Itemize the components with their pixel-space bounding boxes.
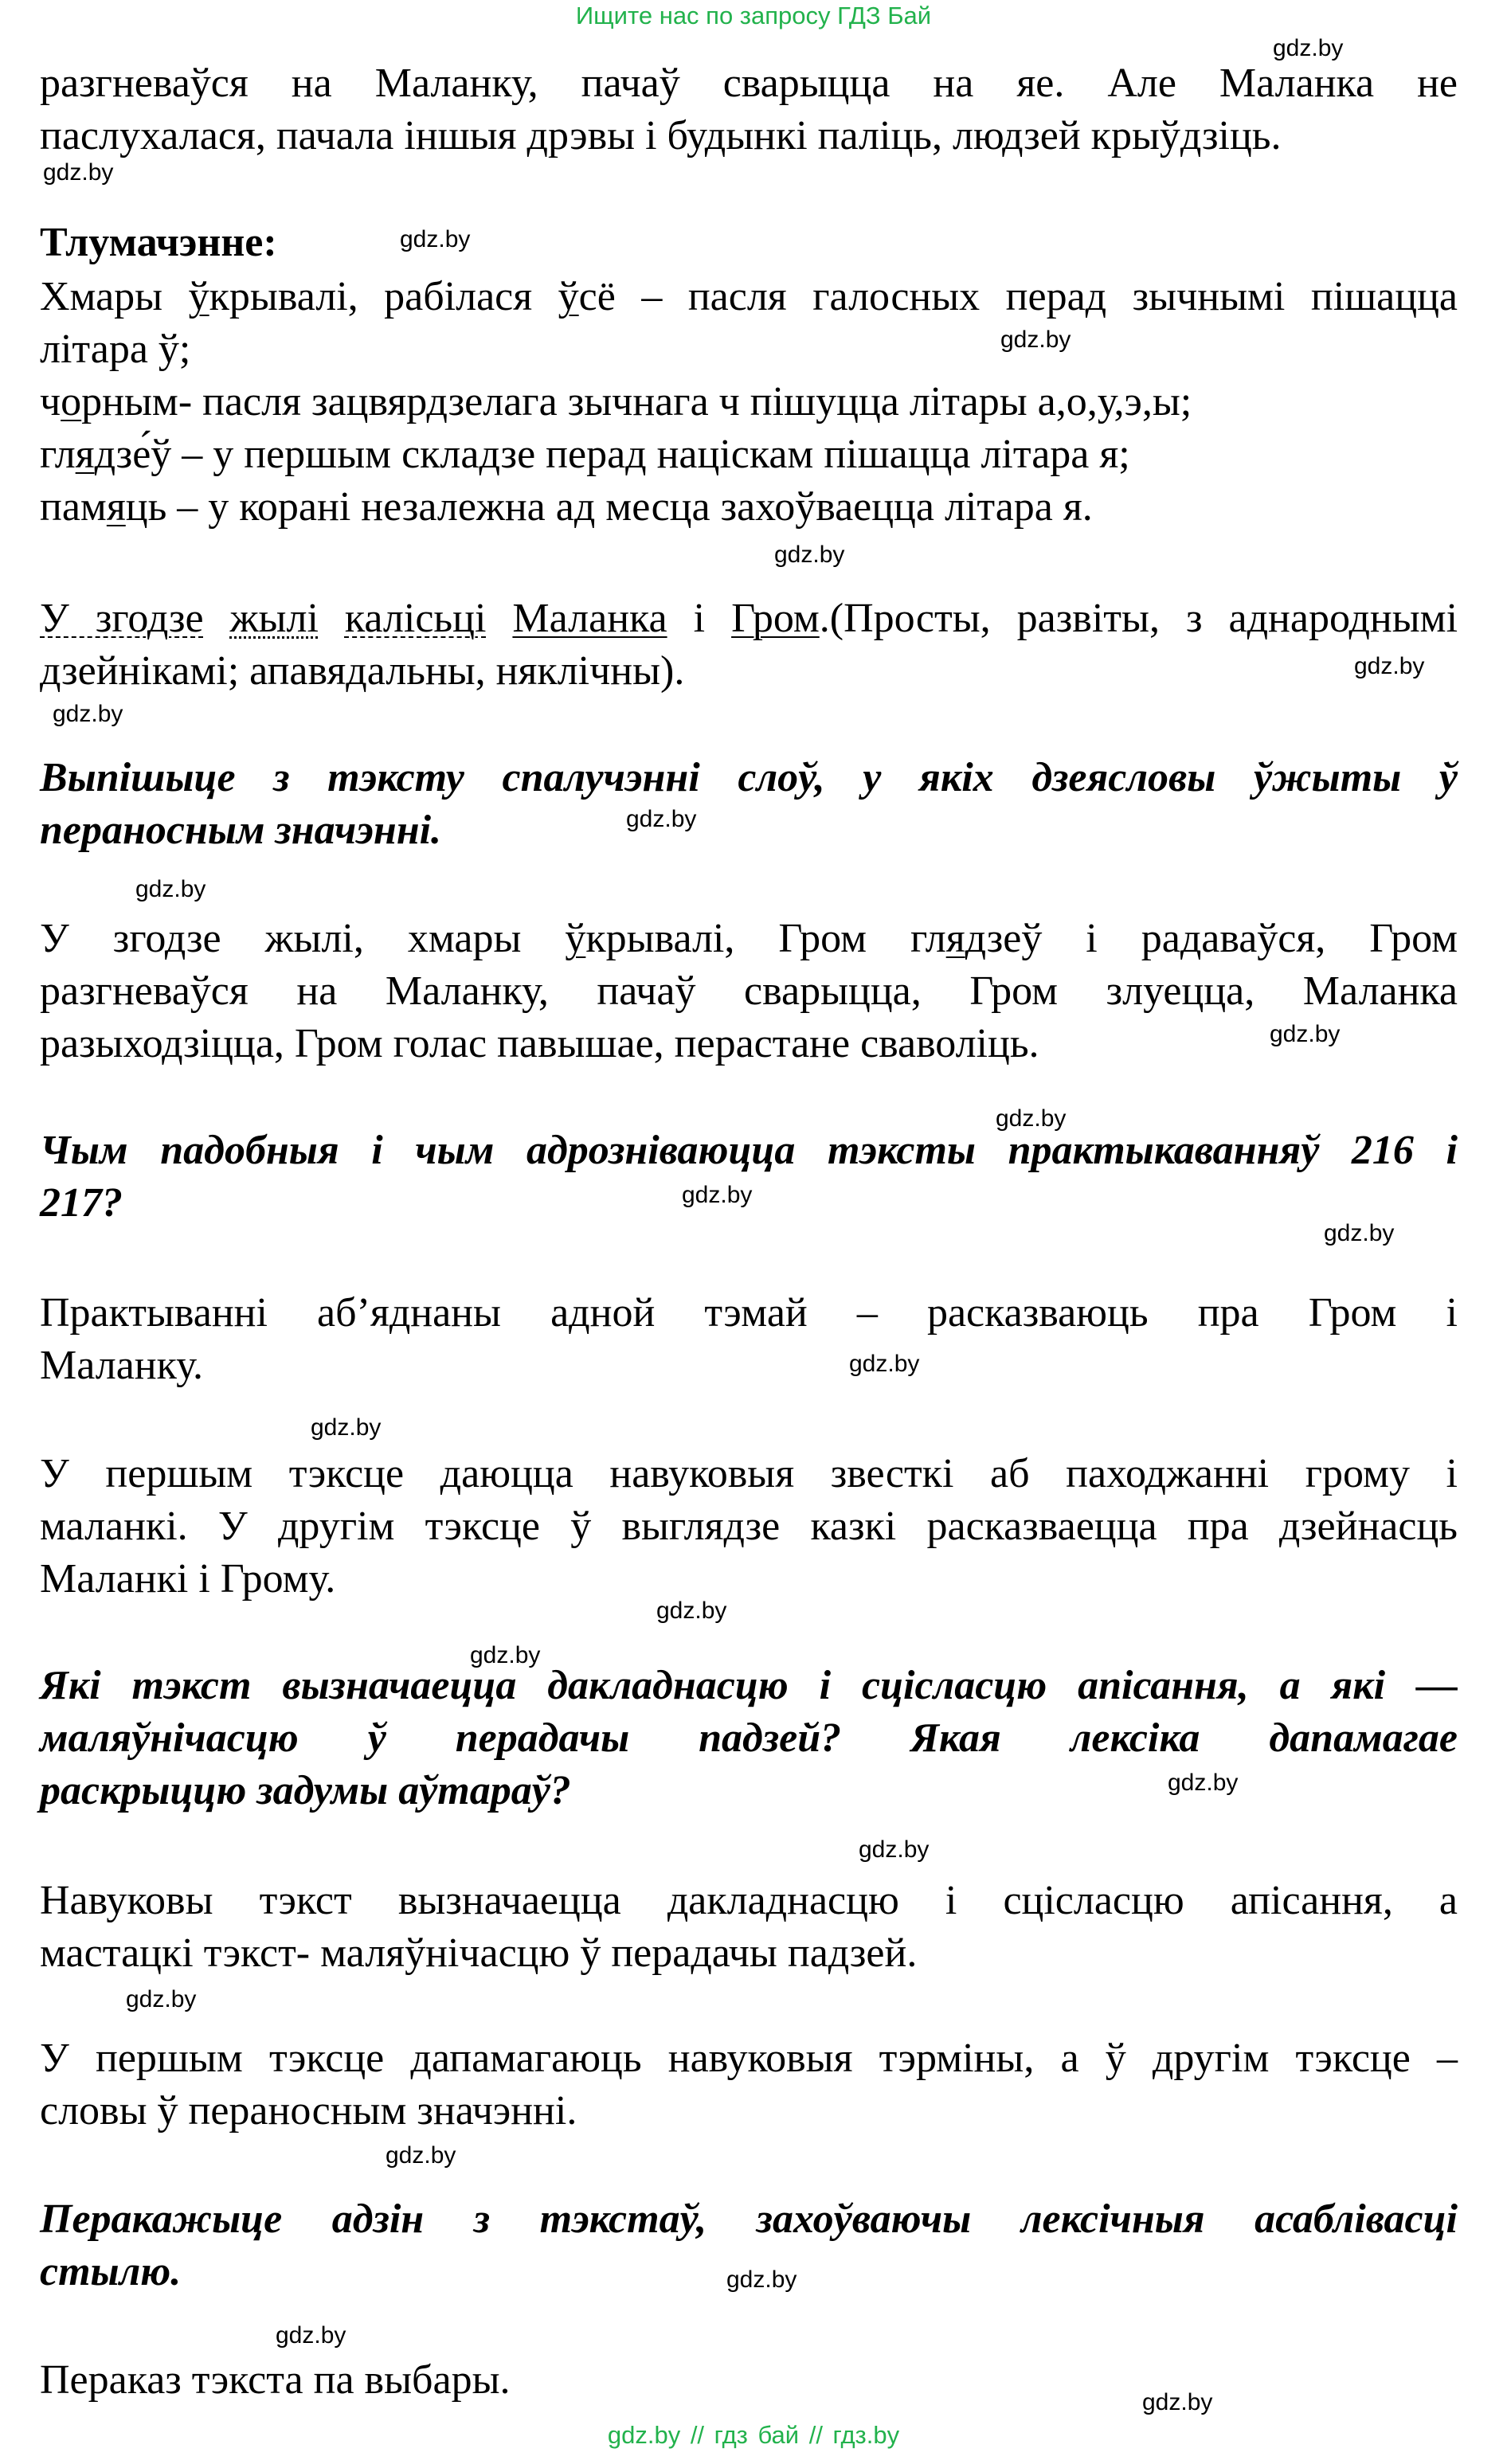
question-4 xyxy=(40,2193,1458,2298)
text: У згодзе жылі, хмары xyxy=(40,916,566,961)
text-line xyxy=(40,913,1458,965)
text-line: маланкі. У другім тэксце ў выглядзе казкі расказваецца пра дзейнасць xyxy=(40,1504,1458,1549)
watermark: gdz.by xyxy=(859,1836,930,1863)
watermark: gdz.by xyxy=(1354,653,1425,679)
underlined-letter: я xyxy=(75,432,95,477)
watermark: gdz.by xyxy=(400,226,471,252)
subject-word: Гром xyxy=(731,596,820,641)
watermark: gdz.by xyxy=(470,1642,541,1668)
text-line: стылю. xyxy=(40,2249,182,2294)
watermark: gdz.by xyxy=(682,1182,753,1208)
adverbial-word: калісьці xyxy=(344,596,487,641)
text: сё – пасля галосных перад зычнымі пішацца xyxy=(578,274,1458,319)
explanation-title: Тлумачэнне: xyxy=(40,220,277,265)
text-line xyxy=(40,481,1458,534)
text-line xyxy=(40,593,1458,645)
text: ч xyxy=(40,379,61,424)
watermark: gdz.by xyxy=(311,1414,382,1441)
text: Хмары xyxy=(40,274,189,319)
text: дзеў і радаваўся, Гром xyxy=(965,916,1458,961)
question-3 xyxy=(40,1660,1458,1817)
text-line: разгневаўся на Маланку, пачаў сварыцца на яе. Але Маланка не xyxy=(40,61,1458,106)
subject-word: Маланка xyxy=(512,596,667,641)
text-line xyxy=(40,428,1458,481)
text-line: У першым тэксце даюцца навуковыя звесткі аб паходжанні грому і xyxy=(40,1451,1458,1496)
text-line: мастацкі тэкст- маляўнічасцю ў перадачы падзей. xyxy=(40,1930,918,1976)
underlined-letter: о xyxy=(61,379,82,424)
adverbial-word: У згодзе xyxy=(40,596,204,641)
watermark: gdz.by xyxy=(126,1986,197,2012)
answer-2 xyxy=(40,1287,1458,1392)
answer-6: Пераказ тэкста па выбары. xyxy=(40,2357,511,2403)
text-line: У першым тэксце дапамагаюць навуковыя тэрміны, а ў другім тэксце – xyxy=(40,2036,1458,2081)
text: дзе́ў – у першым складзе перад націскам пішацца літара я; xyxy=(94,432,1130,477)
text-line: паслухалася, пачала іншыя дрэвы і будынкі паліць, людзей крыўдзіць. xyxy=(40,113,1282,158)
watermark: gdz.by xyxy=(774,542,845,568)
text-line: Маланку. xyxy=(40,1343,203,1388)
answer-1 xyxy=(40,913,1458,1070)
text: ць – у корані незалежна ад месца захоўваецца літара я. xyxy=(125,484,1093,530)
text-line: Выпішыце з тэксту спалучэнні слоў, у якіх дзеясловы ўжыты ў xyxy=(40,755,1458,800)
header-link[interactable]: Ищите нас по запросу ГДЗ Бай xyxy=(575,2,932,29)
text-line: літара ў; xyxy=(40,327,191,372)
sentence-analysis xyxy=(40,593,1458,698)
text-line: Навуковы тэкст вызначаецца дакладнасцю і сцісласцю апісання, а xyxy=(40,1878,1458,1923)
text-line xyxy=(40,271,1458,323)
watermark: gdz.by xyxy=(726,2266,797,2293)
text: .(Просты, развіты, з аднароднымі xyxy=(819,596,1458,641)
watermark: gdz.by xyxy=(996,1105,1067,1132)
text-line: Які тэкст вызначаецца дакладнасцю і сцісласцю апісання, а які — xyxy=(40,1663,1458,1708)
watermark: gdz.by xyxy=(135,876,206,902)
watermark: gdz.by xyxy=(626,806,697,832)
underlined-letter: ў xyxy=(188,274,209,319)
text-line: пераносным значэнні. xyxy=(40,808,442,853)
watermark: gdz.by xyxy=(656,1598,727,1624)
answer-5 xyxy=(40,2032,1458,2137)
explanation-body xyxy=(40,271,1458,534)
text-line: словы ў пераносным значэнні. xyxy=(40,2088,577,2134)
text-line: Практыванні аб’яднаны адной тэмай – расказваюць пра Гром і xyxy=(40,1290,1458,1336)
watermark: gdz.by xyxy=(276,2322,346,2349)
predicate-word: жылі xyxy=(229,596,319,641)
footer-links[interactable]: gdz.by // гдз бай // гдз.by xyxy=(607,2421,900,2449)
watermark: gdz.by xyxy=(1324,1220,1395,1246)
text: пам xyxy=(40,484,107,530)
answer-3 xyxy=(40,1448,1458,1606)
text-line: раскрыццю задумы аўтараў? xyxy=(40,1768,571,1813)
text: крывалі, Гром гл xyxy=(585,916,946,961)
text-line: 217? xyxy=(40,1180,123,1226)
underlined-letter: ў xyxy=(558,274,579,319)
watermark: gdz.by xyxy=(1270,1021,1341,1047)
text-line: разгневаўся на Маланку, пачаў сварыцца, Гром злуецца, Маланка xyxy=(40,968,1458,1014)
intro-paragraph xyxy=(40,57,1458,162)
underlined-letter: я xyxy=(945,916,965,961)
text: рным- пасля зацвярдзелага зычнага ч пішуцца літары а,о,у,э,ы; xyxy=(81,379,1192,424)
watermark: gdz.by xyxy=(1273,35,1344,61)
text-line xyxy=(40,376,1458,428)
watermark: gdz.by xyxy=(849,1351,920,1377)
underlined-letter: я xyxy=(106,484,126,530)
text: гл xyxy=(40,432,76,477)
watermark: gdz.by xyxy=(1168,1770,1239,1796)
text-line: разыходзіцца, Гром голас павышае, перастане сваволіць. xyxy=(40,1021,1039,1066)
text: і xyxy=(667,596,732,641)
watermark: gdz.by xyxy=(43,159,114,186)
text-line: дзейнікамі; апавядальны, няклічны). xyxy=(40,648,685,694)
text-line: Перакажыце адзін з тэкстаў, захоўваючы лексічныя асаблівасці xyxy=(40,2196,1458,2242)
text-line: маляўнічасцю ў перадачы падзей? Якая лексіка дапамагае xyxy=(40,1715,1458,1761)
watermark: gdz.by xyxy=(386,2142,456,2169)
text-line: Маланкі і Грому. xyxy=(40,1556,336,1602)
underlined-letter: ў xyxy=(565,916,586,961)
question-2 xyxy=(40,1124,1458,1230)
question-1 xyxy=(40,752,1458,857)
text-line: Чым падобныя і чым адрозніваюцца тэксты практыкаванняў 216 і xyxy=(40,1128,1458,1173)
watermark: gdz.by xyxy=(1000,327,1071,353)
watermark: gdz.by xyxy=(1142,2389,1213,2415)
watermark: gdz.by xyxy=(53,701,123,727)
text: крывалі, рабілася xyxy=(209,274,558,319)
answer-4 xyxy=(40,1875,1458,1980)
